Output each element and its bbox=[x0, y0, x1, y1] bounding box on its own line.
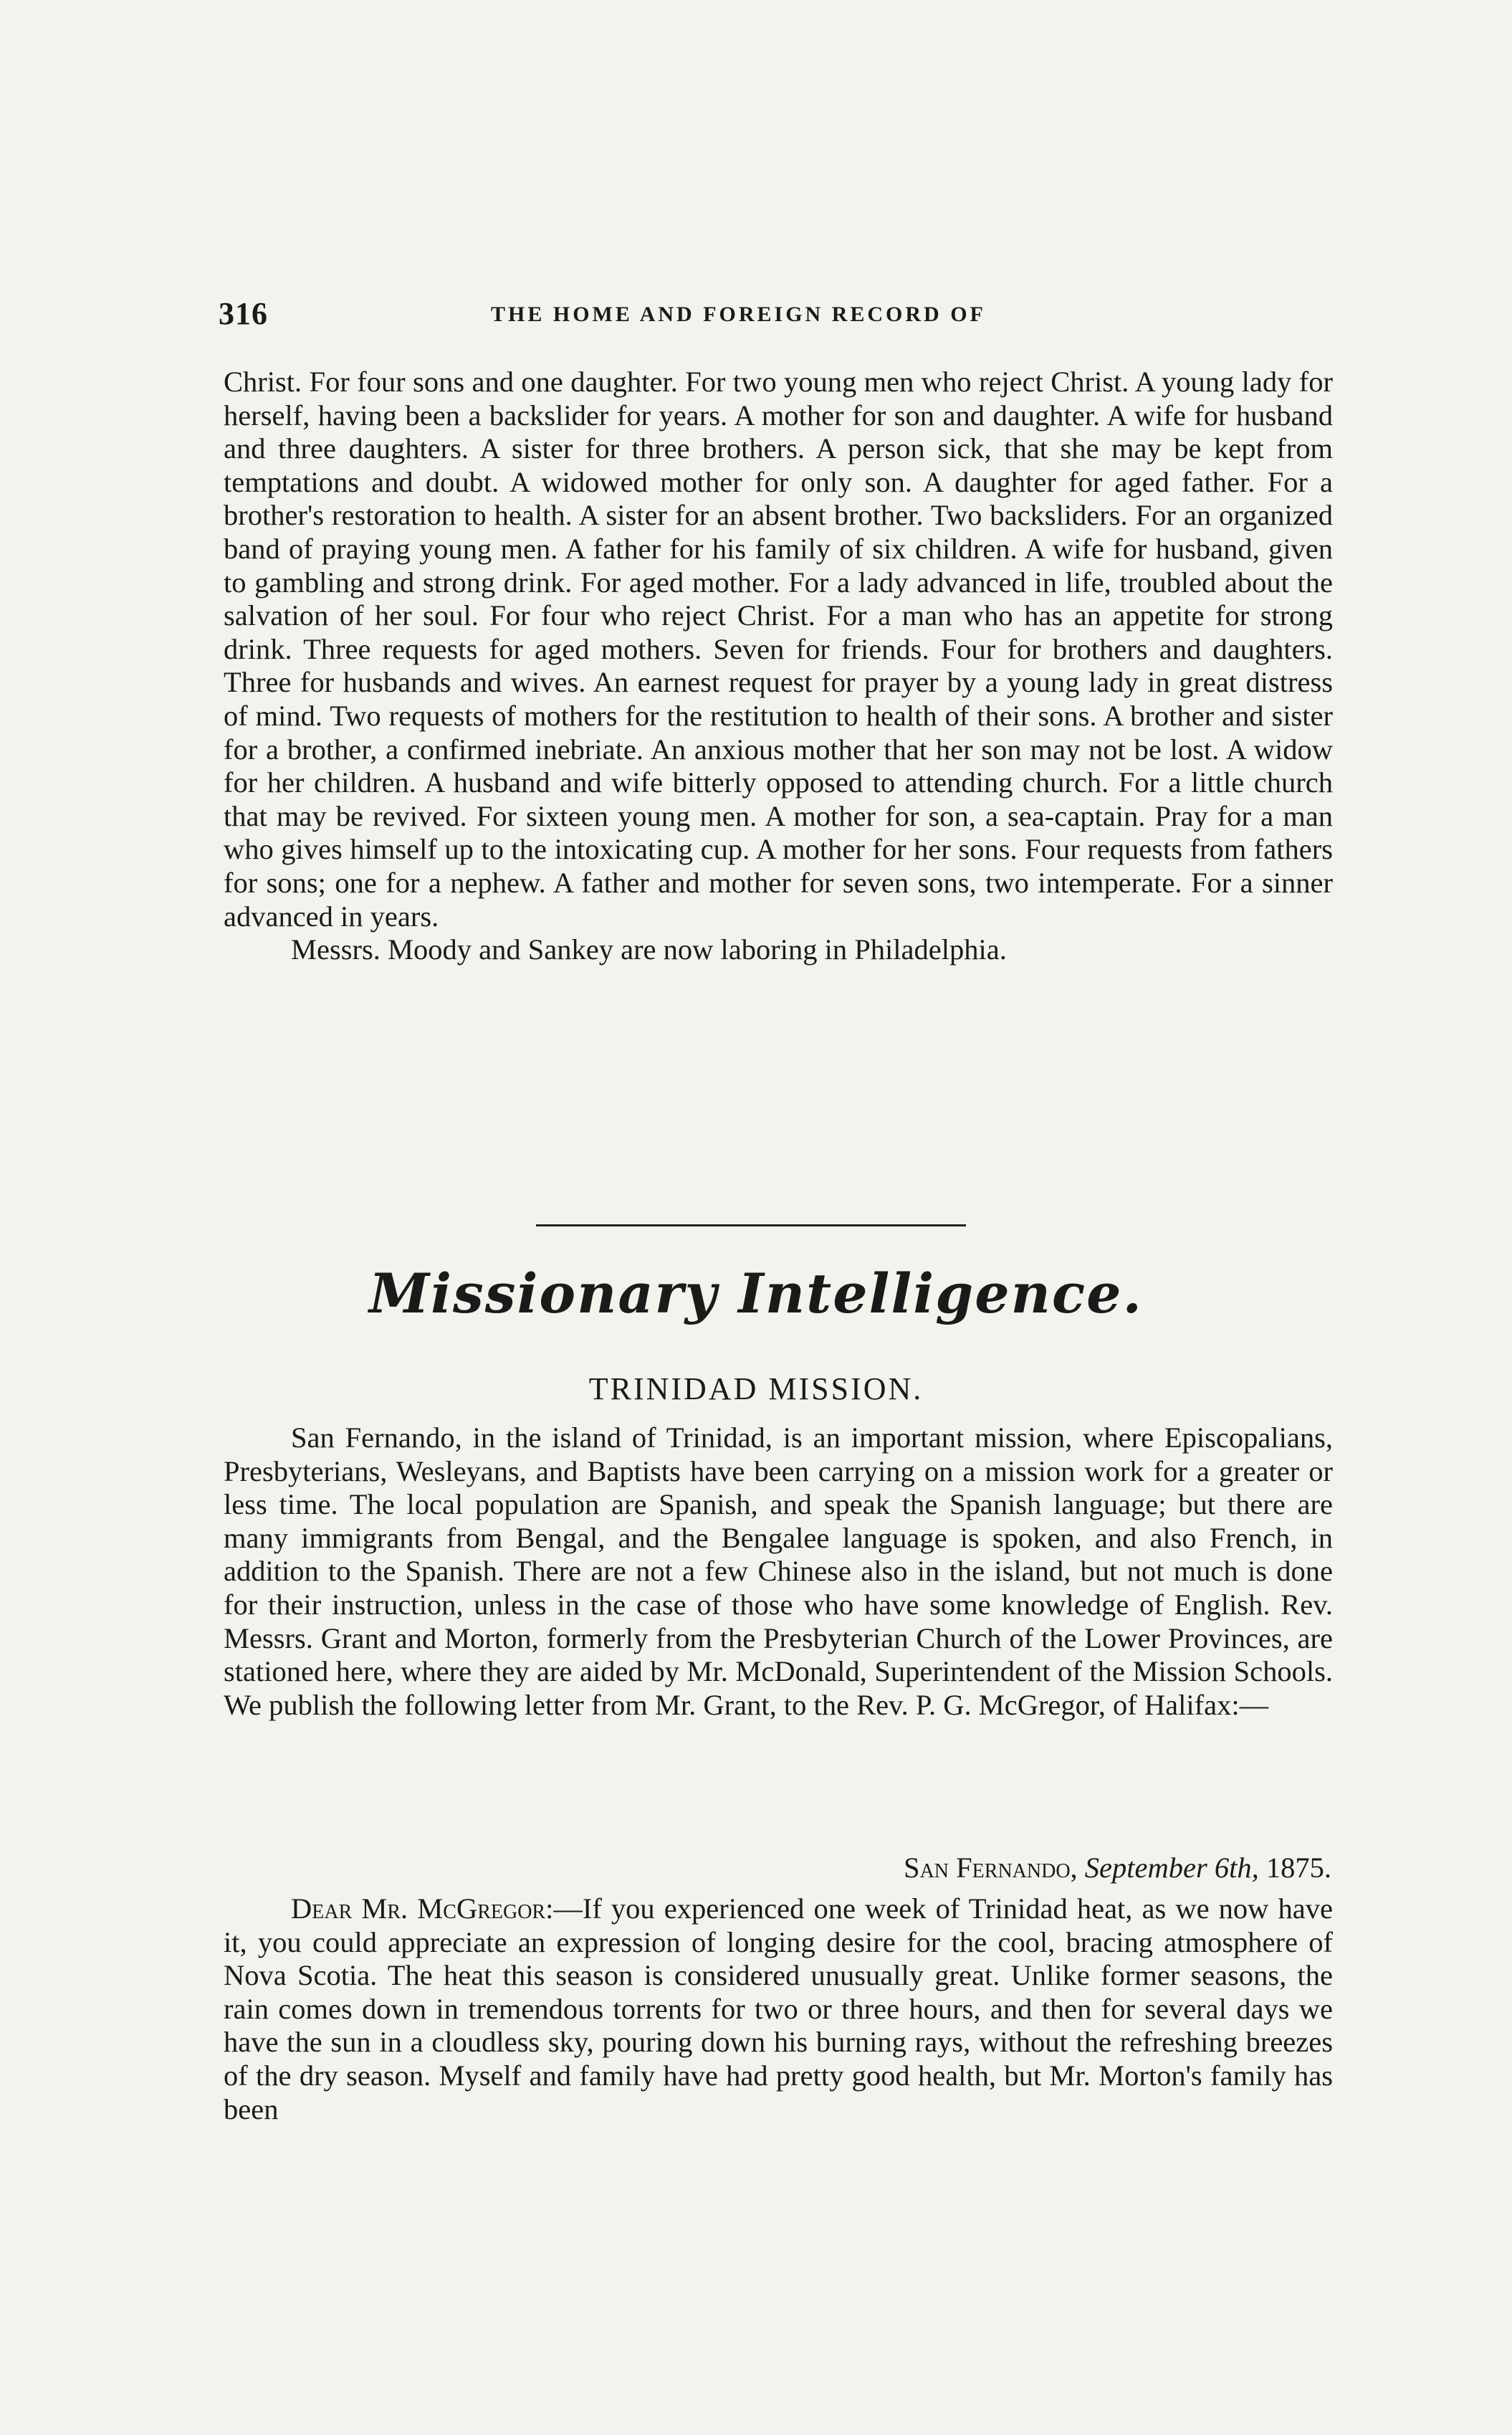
page-number: 316 bbox=[219, 296, 268, 331]
running-head: THE HOME AND FOREIGN RECORD OF bbox=[491, 302, 986, 326]
letter-dateline bbox=[904, 1851, 1331, 1884]
dateline-date: September 6th, bbox=[1084, 1852, 1259, 1884]
section-title: Missionary Intelligence. bbox=[368, 1262, 1143, 1325]
dateline-year: 1875. bbox=[1265, 1852, 1331, 1884]
prayer-requests-paragraph: Christ. For four sons and one daughter. For two young men who reject Christ. A young lady for herself, having been a backslider for years. A mother for son and daughter. A wife for husband and three daughters. A sister for three brothers. A person sick, that she may be kept from temptations and doubt. A widowed mother for only son. A daughter for aged father. For a brother's restoration to health. A sister for an absent brother. Two backsliders. For an organized band of praying young men. A father for his family of six children. A wife for husband, given to gambling and strong drink. For aged mother. For a lady advanced in life, troubled about the salvation of her soul. For four who reject Christ. For a man who has an appetite for strong drink. Three requests for aged mothers. Seven for friends. Four for brothers and daughters. Three for husbands and wives. An earnest request for prayer by a young lady in great distress of mind. Two requests of mothers for the restitution to health of their sons. A brother and sister for a brother, a confirmed inebriate. An anxious mother that her son may not be lost. A widow for her children. A husband and wife bitterly opposed to attending church. For a little church that may be revived. For sixteen young men. A mother for son, a sea-captain. Pray for a man who gives himself up to the intoxicating cup. A mother for her sons. Four requests from fathers for sons; one for a nephew. A father and mother for seven sons, two intemperate. For a sinner advanced in years. bbox=[224, 366, 1333, 933]
dateline-place: San Fernando, bbox=[904, 1852, 1078, 1884]
letter-salutation: Dear Mr. McGregor: bbox=[291, 1892, 554, 1925]
letter-body: —If you experienced one week of Trinidad heat, as we now have it, you could appreciate an expression of longing desire for the cool, bracing atmosphere of Nova Scotia. The heat this season is considered unusually great. Unlike former seasons, the rain comes down in tremendous torrents for two or three hours, and then for several days we have the sun in a cloudless sky, pouring down his burning rays, without the refreshing breezes of the dry season. Myself and family have had pretty good health, but Mr. Morton's family has been bbox=[224, 1892, 1333, 2125]
page-header bbox=[219, 295, 1336, 338]
section-divider bbox=[536, 1224, 966, 1226]
letter-block bbox=[224, 1892, 1333, 2126]
prayer-requests-block bbox=[224, 366, 1333, 967]
letter-paragraph bbox=[224, 1892, 1333, 2126]
moody-sankey-note: Messrs. Moody and Sankey are now laboring in Philadelphia. bbox=[291, 933, 1007, 966]
mission-intro-block bbox=[224, 1421, 1333, 1722]
mission-intro-paragraph: San Fernando, in the island of Trinidad, is an important mission, where Episcopalians, Presbyterians, Wesleyans, and Baptists have been carrying on a mission work for a greater or less time. The local population are Spanish, and speak the Spanish language; but there are many immigrants from Bengal, and the Bengalee language is spoken, and also French, in addition to the Spanish. There are not a few Chinese also in the island, but not much is done for their instruction, unless in the case of those who have some knowledge of English. Rev. Messrs. Grant and Morton, formerly from the Presbyterian Church of the Lower Provinces, are stationed here, where they are aided by Mr. McDonald, Superintendent of the Mission Schools. We publish the following letter from Mr. Grant, to the Rev. P. G. McGregor, of Halifax:— bbox=[224, 1421, 1333, 1721]
mission-title: TRINIDAD MISSION. bbox=[588, 1371, 924, 1406]
